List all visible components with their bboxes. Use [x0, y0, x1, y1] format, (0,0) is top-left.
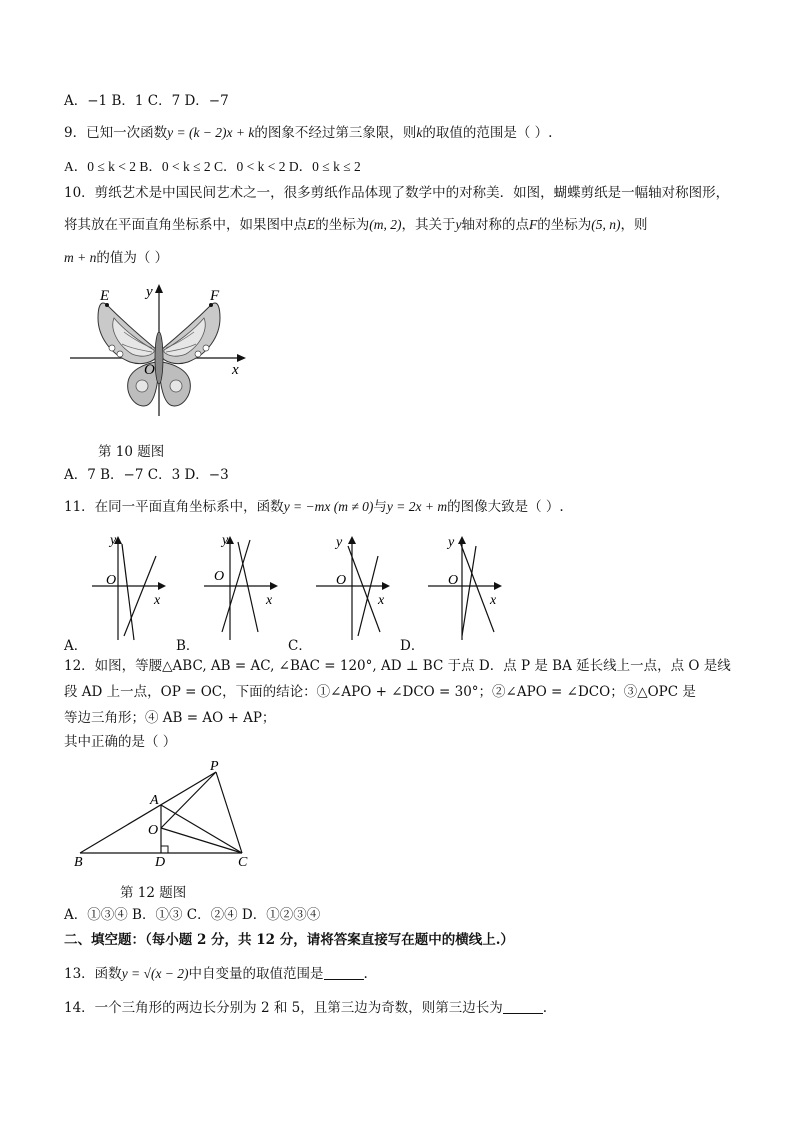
- q10-line3: [64, 248, 168, 268]
- q8-options: A．−1 B．1 C．7 D．−7: [64, 93, 229, 109]
- axis-label-y: y: [448, 535, 455, 550]
- q9-stem-mid: 的图象不经过第三象限，则: [254, 125, 417, 141]
- q10-e-coord: (m, 2): [369, 217, 402, 232]
- q13-end: .: [363, 966, 368, 982]
- q12-caption: 第 12 题图: [120, 885, 187, 901]
- q11-stem-pre: 11．在同一平面直角坐标系中，函数: [64, 499, 284, 515]
- q10-options: A．7 B．−7 C．3 D．−3: [64, 467, 229, 483]
- q10-y-axis: y: [455, 217, 462, 232]
- label-d: D: [155, 855, 166, 870]
- q13-post: 中自变量的取值范围是: [188, 966, 324, 982]
- axis-label-x: x: [154, 593, 161, 608]
- left-lower-spot: [136, 380, 148, 392]
- label-b: B: [74, 855, 83, 870]
- q9-stem-post: 的取值的范围是（ ）.: [422, 125, 553, 141]
- q9-options: A．0 ≤ k < 2 B．0 < k ≤ 2 C．0 < k < 2 D．0 ≤ k ≤ 2: [64, 159, 361, 174]
- butterfly-figure: [60, 278, 260, 418]
- axis-label-y: y: [336, 535, 343, 550]
- q10-line2-f: ，则: [620, 217, 648, 233]
- q12-line4: 其中正确的是（ ）: [64, 734, 177, 750]
- segment-pc: [216, 772, 242, 853]
- q10-line2-a: 将其放在平面直角坐标系中，如果图中点: [64, 217, 307, 233]
- q10-line2-c: ，其关于: [401, 217, 456, 233]
- q12-line1: 12．如图，等腰△ABC, AB = AC, ∠BAC = 120°, AD ⊥ BC 于点 D．点 P 是 BA 延长线上一点，点 O 是线: [64, 658, 731, 674]
- q11-choice-d: D．: [400, 638, 425, 654]
- label-c: C: [238, 855, 248, 870]
- q13-formula: y = √(x − 2): [121, 966, 189, 981]
- label-f: F: [210, 288, 220, 304]
- y-axis-arrow: [155, 284, 163, 293]
- axis-label-y: y: [222, 533, 229, 548]
- q13-answer-blank[interactable]: [324, 965, 364, 980]
- segment-bp: [80, 772, 216, 853]
- q11-choice-b: B．: [176, 638, 200, 654]
- section2-heading: 二、填空题：（每小题 2 分，共 12 分，请将答案直接写在题中的横线上.）: [64, 932, 514, 948]
- right-wing-dot: [195, 351, 201, 357]
- butterfly-body: [155, 332, 163, 384]
- line-1: [348, 546, 380, 632]
- axis-label-x: x: [490, 593, 497, 608]
- q9-var: k: [416, 125, 423, 140]
- left-wing-dot: [117, 351, 123, 357]
- q9-stem-pre: 9．已知一次函数: [64, 125, 168, 141]
- axis-label-x: x: [266, 593, 273, 608]
- q14: [64, 998, 547, 1018]
- q10-line3-post: 的值为（ ）: [96, 250, 169, 266]
- q14-answer-blank[interactable]: [503, 999, 543, 1014]
- label-o: O: [144, 362, 155, 378]
- label-o: O: [148, 823, 159, 838]
- triangle-figure: [64, 760, 264, 870]
- label-p: P: [210, 760, 219, 774]
- q14-pre: 14．一个三角形的两边长分别为 2 和 5，且第三边为奇数，则第三边长为: [64, 1000, 503, 1016]
- q10-expr: m + n: [64, 250, 97, 265]
- axis-label-y: y: [110, 533, 117, 548]
- origin-label: O: [448, 573, 459, 588]
- q11-graph-b: [200, 532, 290, 642]
- q11-stem-mid: 与: [373, 499, 387, 515]
- q10-point-e: E: [307, 217, 316, 232]
- right-lower-spot: [170, 380, 182, 392]
- origin-label: O: [106, 573, 117, 588]
- right-wing-dot: [203, 345, 209, 351]
- line-2: [462, 546, 476, 636]
- line-2: [358, 556, 378, 636]
- q10-line2-d: 轴对称的点: [461, 217, 529, 233]
- q10-line2: [64, 215, 648, 235]
- q9-formula: y = (k − 2)x + k: [167, 125, 255, 140]
- q10-f-coord: (5, n): [591, 217, 621, 232]
- q11-f2: y = 2x + m: [386, 499, 448, 514]
- q12-line2: 段 AD 上一点，OP = OC，下面的结论：①∠APO + ∠DCO = 30°；②∠APO = ∠DCO；③△OPC 是: [64, 684, 696, 700]
- q10-caption: 第 10 题图: [98, 444, 165, 460]
- q10-line1: 10．剪纸艺术是中国民间艺术之一，很多剪纸作品体现了数学中的对称美．如图，蝴蝶剪纸是一幅轴对称图形，: [64, 185, 730, 201]
- q9-stem: [64, 123, 552, 143]
- q11-choice-c: C．: [288, 638, 312, 654]
- q12-options: A．①③④ B．①③ C．②④ D．①②③④: [64, 907, 321, 923]
- q14-end: .: [542, 1000, 548, 1016]
- line-2: [238, 542, 258, 632]
- q11-graph-c: [312, 532, 402, 642]
- left-wing-dot: [109, 345, 115, 351]
- q11-stem-post: 的图像大致是（ ）.: [447, 499, 564, 515]
- origin-label: O: [336, 573, 347, 588]
- q10-line2-b: 的坐标为: [315, 217, 370, 233]
- q11-graph-a: [88, 532, 178, 642]
- q11-graph-d: [424, 532, 514, 642]
- q10-line2-e: 的坐标为: [537, 217, 592, 233]
- x-axis-arrow: [237, 354, 246, 362]
- segment-oc: [161, 828, 242, 853]
- right-angle-mark: [161, 846, 168, 853]
- q13-pre: 13．函数: [64, 966, 122, 982]
- segment-ac: [161, 805, 242, 853]
- q11-choice-a: A．: [64, 638, 88, 654]
- label-y: y: [146, 284, 153, 300]
- q11-f1: y = −mx (m ≠ 0): [283, 499, 374, 514]
- q12-line3: 等边三角形；④ AB = AO + AP；: [64, 710, 276, 726]
- origin-label: O: [214, 569, 225, 584]
- q10-point-f: F: [529, 217, 538, 232]
- axis-label-x: x: [378, 593, 385, 608]
- q11-stem: [64, 497, 564, 517]
- label-e: E: [100, 288, 110, 304]
- label-a: A: [150, 793, 159, 808]
- q13: [64, 964, 368, 984]
- label-x: x: [232, 362, 239, 378]
